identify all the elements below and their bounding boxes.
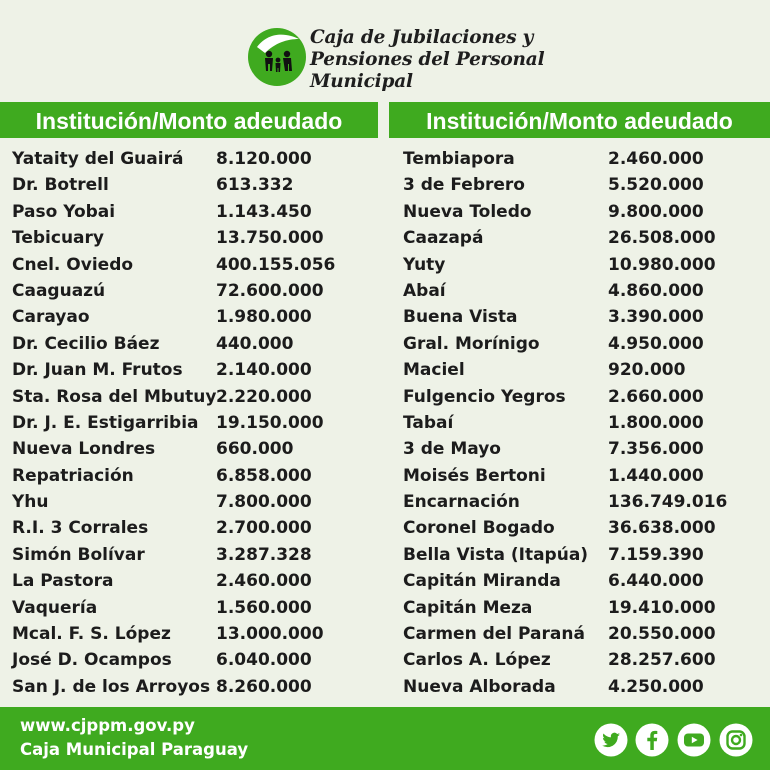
table-row [0,410,378,436]
amount-owed: 19.150.000 [216,412,324,433]
institution-name: Capitán Meza [403,597,533,618]
amount-owed: 2.460.000 [216,571,312,592]
amount-owed: 660.000 [216,439,294,460]
institution-name: Mcal. F. S. López [12,624,171,645]
twitter-icon[interactable] [594,723,628,757]
amount-owed: 3.287.328 [216,544,312,565]
institution-name: Abaí [403,280,446,301]
table-row [389,384,770,410]
table-row [0,674,378,700]
institution-name: Dr. J. E. Estigarribia [12,412,199,433]
institution-name: Simón Bolívar [12,544,145,565]
amount-owed: 13.750.000 [216,228,324,249]
amount-owed: 72.600.000 [216,280,324,301]
table-row [389,357,770,383]
table-row [389,489,770,515]
amount-owed: 1.143.450 [216,201,312,222]
institution-name: Capitán Miranda [403,571,561,592]
youtube-icon[interactable] [677,723,711,757]
amount-owed: 36.638.000 [608,518,716,539]
table-row [389,410,770,436]
table-row [0,252,378,278]
table-row [389,252,770,278]
amount-owed: 28.257.600 [608,650,716,671]
amount-owed: 136.749.016 [608,492,728,513]
institution-name: Buena Vista [403,307,518,328]
institution-name: Moisés Bertoni [403,465,546,486]
institution-name: Fulgencio Yegros [403,386,566,407]
amount-owed: 6.858.000 [216,465,312,486]
table-row [389,542,770,568]
institution-name: Carmen del Paraná [403,624,585,645]
table-row [0,436,378,462]
table-row [389,568,770,594]
facebook-icon[interactable] [635,723,669,757]
table-row [389,621,770,647]
amount-owed: 1.980.000 [216,307,312,328]
amount-owed: 10.980.000 [608,254,716,275]
amount-owed: 4.950.000 [608,333,704,354]
institution-name: Tabaí [403,412,454,433]
institution-name: Gral. Morínigo [403,333,540,354]
table-body [0,138,378,700]
amount-owed: 3.390.000 [608,307,704,328]
amount-owed: 1.440.000 [608,465,704,486]
amount-owed: 26.508.000 [608,228,716,249]
institution-name: Tembiapora [403,149,515,169]
amount-owed: 6.040.000 [216,650,312,671]
amount-owed: 2.140.000 [216,360,312,381]
institution-name: Sta. Rosa del Mbutuy [12,386,217,407]
amount-owed: 19.410.000 [608,597,716,618]
footer [0,707,770,770]
institution-name: Paso Yobai [12,201,116,222]
debt-table-left [0,102,378,700]
table-row [0,489,378,515]
table-row [389,278,770,304]
institution-name: Carlos A. López [403,650,551,671]
institution-name: 3 de Febrero [403,175,525,196]
amount-owed: 440.000 [216,333,294,354]
institution-name: Tebicuary [12,228,104,249]
table-row [0,515,378,541]
amount-owed: 9.800.000 [608,201,704,222]
table-row [389,172,770,198]
institution-name: Nueva Londres [12,439,156,460]
institution-name: Dr. Juan M. Frutos [12,360,183,381]
institution-name: Vaquería [12,597,98,618]
institution-name: José D. Ocampos [12,650,172,671]
institution-name: Nueva Alborada [403,676,556,697]
table-row [0,463,378,489]
table-row [0,304,378,330]
institution-name: Coronel Bogado [403,518,555,539]
table-row [389,595,770,621]
amount-owed: 2.220.000 [216,386,312,407]
table-row [0,278,378,304]
institution-name: Bella Vista (Itapúa) [403,544,589,565]
table-row [0,384,378,410]
amount-owed: 400.155.056 [216,254,336,275]
amount-owed: 2.700.000 [216,518,312,539]
institution-name: Carayao [12,307,90,328]
table-row [389,199,770,225]
amount-owed: 8.260.000 [216,676,312,697]
institution-name: Caazapá [403,228,484,249]
amount-owed: 6.440.000 [608,571,704,592]
column-header: Institución/Monto adeudado [0,102,378,138]
amount-owed: 13.000.000 [216,624,324,645]
table-row [389,331,770,357]
table-row [0,568,378,594]
table-row [389,146,770,172]
column-header: Institución/Monto adeudado [389,102,770,138]
amount-owed: 8.120.000 [216,149,312,169]
institution-name: Yataity del Guairá [12,149,184,169]
table-row [0,542,378,568]
table-row [389,463,770,489]
header [0,0,770,100]
institution-name: Yuty [403,254,446,275]
amount-owed: 7.800.000 [216,492,312,513]
amount-owed: 4.250.000 [608,676,704,697]
table-row [389,674,770,700]
family-logo-icon [247,27,307,87]
amount-owed: 20.550.000 [608,624,716,645]
institution-name: Nueva Toledo [403,201,532,222]
table-row [0,595,378,621]
institution-name: La Pastora [12,571,114,592]
table-row [0,146,378,172]
amount-owed: 920.000 [608,360,686,381]
table-row [389,436,770,462]
institution-name: Caaguazú [12,280,106,301]
table-row [0,225,378,251]
institution-name: Cnel. Oviedo [12,254,134,275]
organization-name: Caja de Jubilaciones y Pensiones del Personal Municipal [310,27,545,92]
debt-table-right [389,102,770,700]
amount-owed: 1.560.000 [216,597,312,618]
table-row [0,172,378,198]
table-row [0,621,378,647]
table-row [389,515,770,541]
institution-name: Maciel [403,360,465,381]
table-row [0,357,378,383]
amount-owed: 2.660.000 [608,386,704,407]
institution-name: R.I. 3 Corrales [12,518,149,539]
amount-owed: 7.159.390 [608,544,704,565]
table-row [389,304,770,330]
amount-owed: 5.520.000 [608,175,704,196]
institution-name: Yhu [12,492,49,513]
amount-owed: 4.860.000 [608,280,704,301]
instagram-icon[interactable] [719,723,753,757]
institution-name: Dr. Botrell [12,175,109,196]
amount-owed: 7.356.000 [608,439,704,460]
amount-owed: 613.332 [216,175,294,196]
table-row [389,225,770,251]
institution-name: San J. de los Arroyos [12,676,211,697]
table-row [389,647,770,673]
table-row [0,647,378,673]
institution-name: Encarnación [403,492,520,513]
brand-name: Caja Municipal Paraguay [20,740,249,759]
table-row [0,331,378,357]
institution-name: Repatriación [12,465,134,486]
table-body [389,138,770,700]
amount-owed: 2.460.000 [608,149,704,169]
table-row [0,199,378,225]
institution-name: 3 de Mayo [403,439,501,460]
institution-name: Dr. Cecilio Báez [12,333,160,354]
website-link[interactable]: www.cjppm.gov.py [20,716,195,735]
amount-owed: 1.800.000 [608,412,704,433]
